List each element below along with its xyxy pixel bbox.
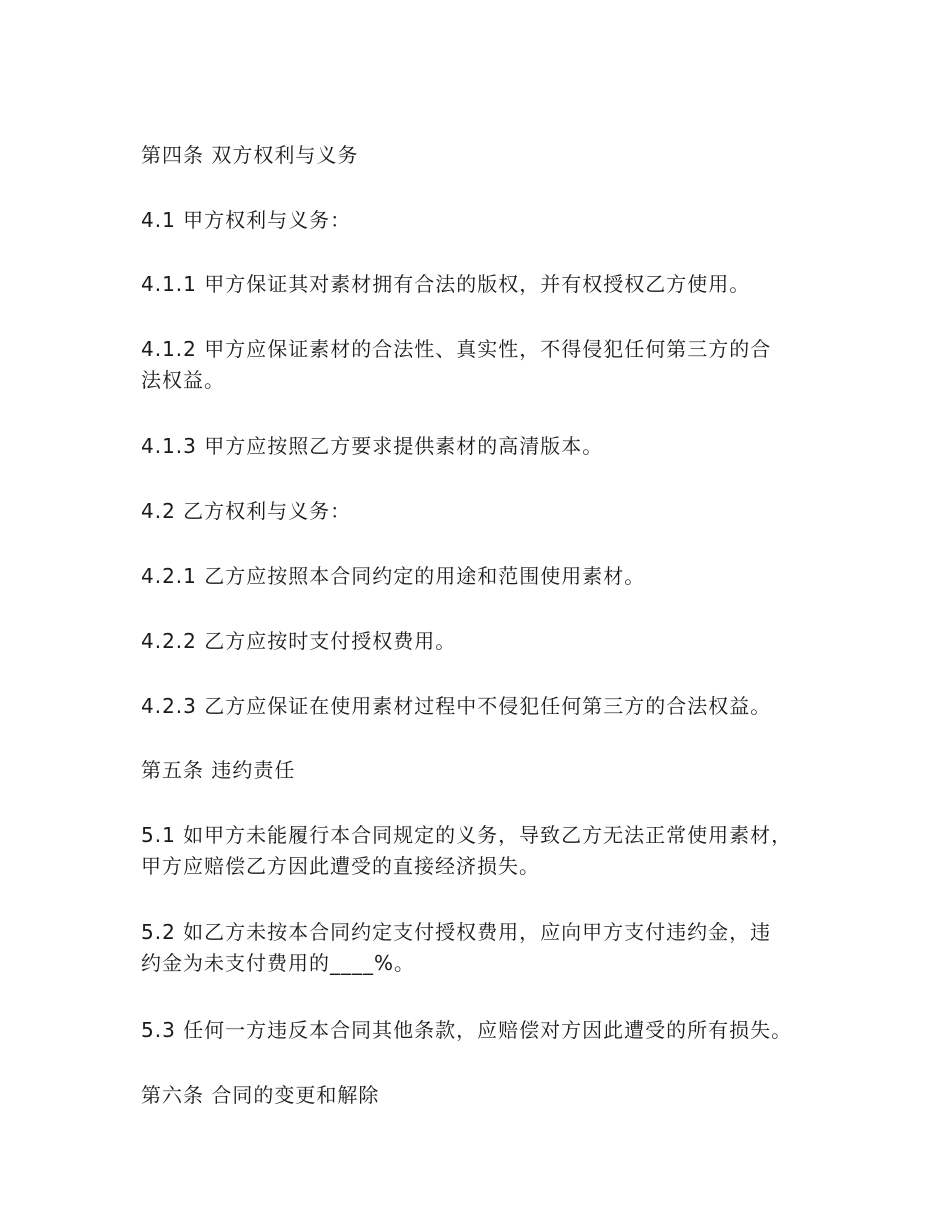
paragraph-line: 第四条 双方权利与义务	[141, 143, 359, 167]
section-4-heading	[141, 140, 841, 171]
paragraph-line: 第六条 合同的变更和解除	[141, 1083, 380, 1107]
paragraph-line: 4.2 乙方权利与义务：	[141, 499, 352, 523]
clause-4-2	[141, 496, 841, 527]
paragraph-line: 第五条 违约责任	[141, 758, 296, 782]
clause-4-2-3	[141, 691, 841, 722]
paragraph-line: 4.1.1 甲方保证其对素材拥有合法的版权，并有权授权乙方使用。	[141, 272, 751, 296]
paragraph-line: 5.1 如甲方未能履行本合同规定的义务，导致乙方无法正常使用素材，	[141, 823, 793, 847]
paragraph-line: 4.1 甲方权利与义务：	[141, 208, 352, 232]
clause-4-1-3	[141, 431, 841, 462]
clause-4-1-1	[141, 269, 841, 300]
section-5-heading	[141, 755, 841, 786]
clause-4-2-2	[141, 626, 841, 657]
clause-5-1	[141, 820, 841, 882]
paragraph-line: 5.2 如乙方未按本合同约定支付授权费用，应向甲方支付违约金，违	[141, 920, 772, 944]
paragraph-line: 5.3 任何一方违反本合同其他条款，应赔偿对方因此遭受的所有损失。	[141, 1018, 793, 1042]
clause-5-3	[141, 1015, 841, 1046]
paragraph-line: 4.1.3 甲方应按照乙方要求提供素材的高清版本。	[141, 434, 604, 458]
paragraph-line: 4.2.2 乙方应按时支付授权费用。	[141, 629, 457, 653]
clause-4-2-1	[141, 561, 841, 592]
paragraph-line: 4.2.3 乙方应保证在使用素材过程中不侵犯任何第三方的合法权益。	[141, 694, 772, 718]
clause-4-1	[141, 205, 841, 236]
clause-4-1-2	[141, 334, 841, 396]
section-6-heading	[141, 1080, 841, 1111]
paragraph-line: 4.1.2 甲方应保证素材的合法性、真实性，不得侵犯任何第三方的合	[141, 337, 772, 361]
clause-5-2	[141, 917, 841, 979]
paragraph-line: 法权益。	[141, 368, 225, 392]
paragraph-line: 4.2.1 乙方应按照本合同约定的用途和范围使用素材。	[141, 564, 646, 588]
paragraph-line: 甲方应赔偿乙方因此遭受的直接经济损失。	[141, 854, 540, 878]
paragraph-line: 约金为未支付费用的____%。	[141, 951, 416, 975]
